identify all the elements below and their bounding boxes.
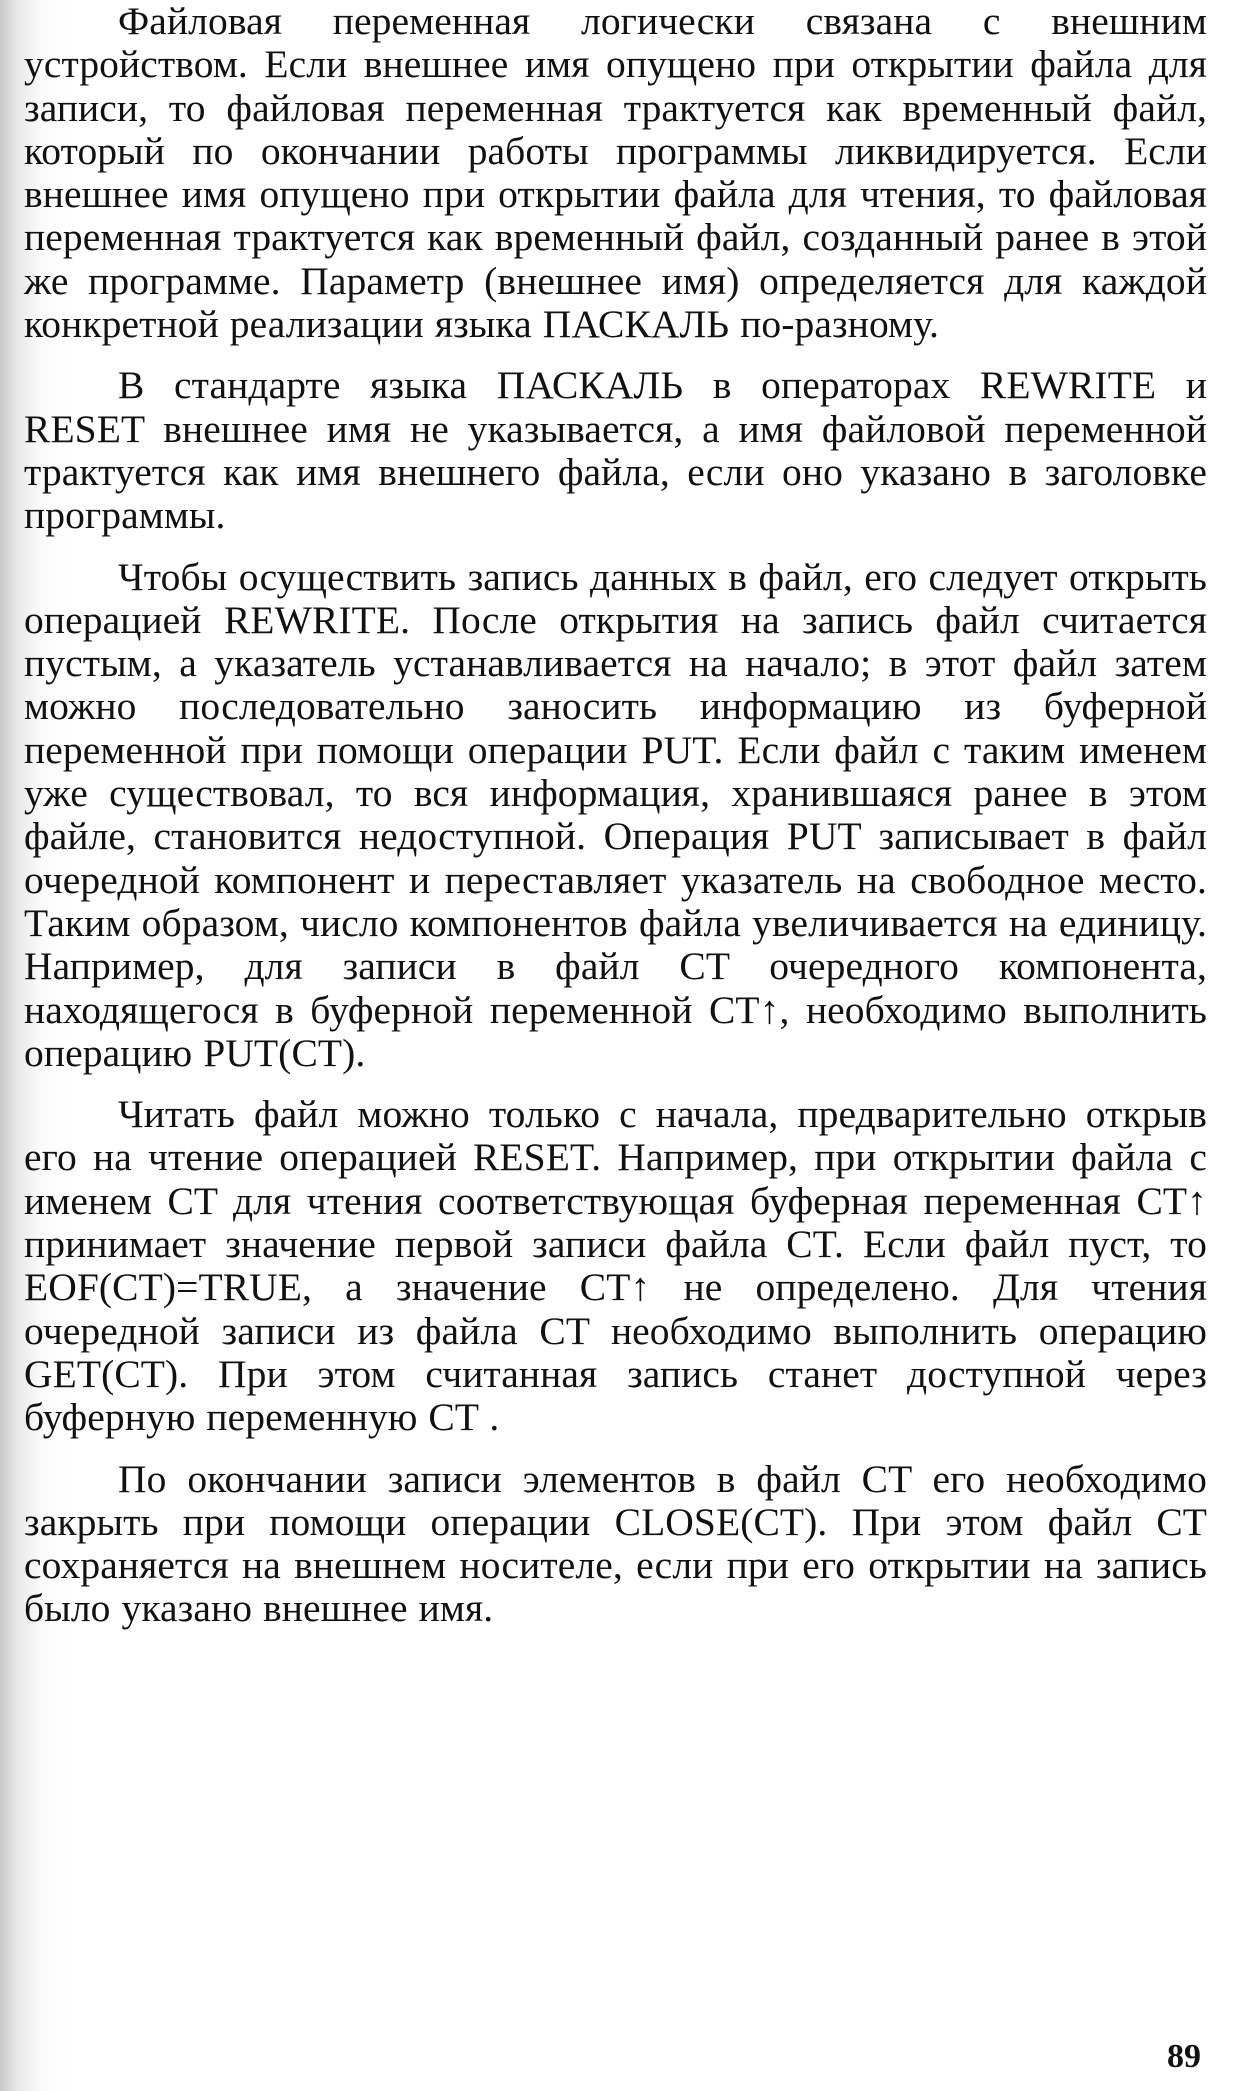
paragraph-rewrite-put: Чтобы осуществить запись данных в файл, его следует открыть операцией REWRITE. После открытия на запись файл считается пустым, а указатель устанавливается на начало; в этот файл затем можно последовательно заносить информацию из буферной переменной при помощи операции PUT. Если файл с таким именем уже существовал, то вся информация, хранившаяся ранее в этом файле, становится недоступной. Операция PUT записывает в файл очередной компонент и переставляет указатель на свободное место. Таким образом, число компонентов файла увеличивается на единицу. Например, для записи в файл CT очередного компонента, находящегося в буферной переменной CT↑, необходимо выполнить операцию PUT(CT). (24, 554, 1207, 1075)
paragraph-reset-get: Читать файл можно только с начала, предварительно открыв его на чтение операцией RESET. Например, при открытии файла с именем CT для чтения соответствующая буферная переменная CT↑ принимает значение первой записи файла CT. Если файл пуст, то EOF(CT)=TRUE, а значение CT↑ не определено. Для чтения очередной записи из файла CT необходимо выполнить операцию GET(CT). При этом считанная запись станет доступной через буферную переменную CT . (24, 1092, 1208, 1440)
paragraph-file-variable: Файловая переменная логически связана с внешним устройством. Если внешнее имя опущено при открытии файла для записи, то файловая переменная трактуется как временный файл, который по окончании работы программы ликвидируется. Если внешнее имя опущено при открытии файла для чтения, то файловая переменная трактуется как временный файл, созданный ранее в этой же программе. Параметр (внешнее имя) определяется для каждой конкретной реализации языка ПАСКАЛЬ по-разному. (24, 0, 1207, 347)
page-body-text (24, 0, 1207, 1649)
paragraph-close: По окончании записи элементов в файл CT его необходимо закрыть при помощи операции CLOSE(CT). При этом файл CT сохраняется на внешнем носителе, если при его открытии на запись было указано внешнее имя. (24, 1456, 1207, 1631)
paragraph-pascal-standard: В стандарте языка ПАСКАЛЬ в операторах REWRITE и RESET внешнее имя не указывается, а имя файловой переменной трактуется как имя внешнего файла, если оно указано в заголовке программы. (24, 363, 1207, 538)
page-number: 89 (1167, 2038, 1201, 2075)
